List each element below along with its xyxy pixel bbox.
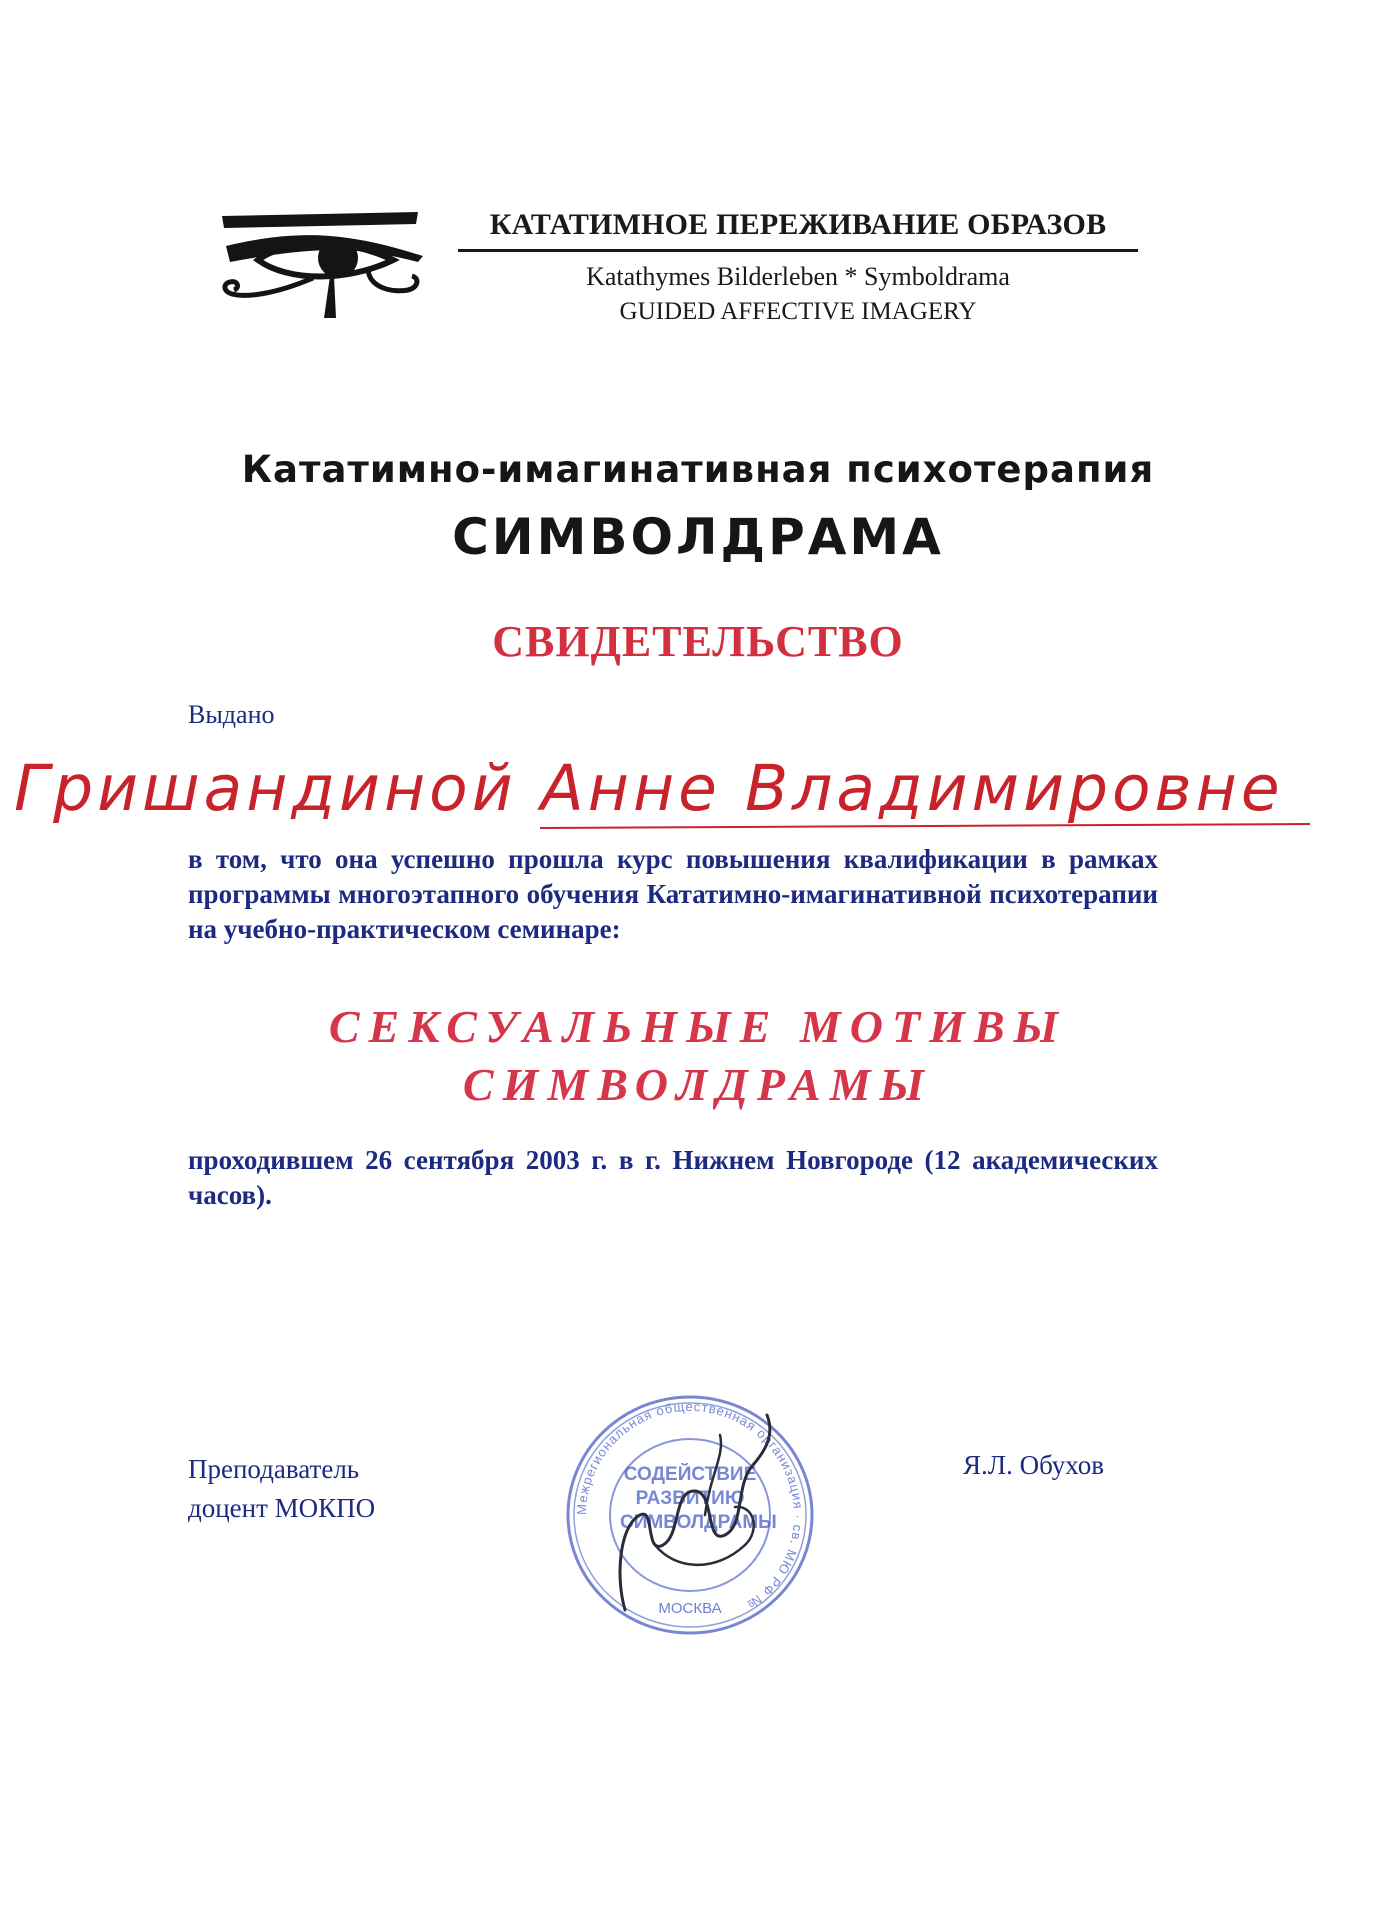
seminar-title-line-2: СИМВОЛДРАМЫ [462,1059,934,1110]
teacher-name: Я.Л. Обухов [963,1450,1104,1480]
certificate-heading: СВИДЕТЕЛЬСТВО [492,617,904,666]
issued-to-label: Выдано [188,700,275,729]
teacher-role [188,1450,375,1528]
certificate-body-text: в том, что она успешно прошла курс повышения квалификации в рамках программы многоэтапного обучения Кататимно-имагинативной психотерапии на учебно-практическом семинаре: [188,844,1158,944]
header-divider [458,249,1138,252]
seminar-title [120,998,1276,1114]
header-subtitle-english: GUIDED AFFECTIVE IMAGERY [619,298,977,325]
program-name: СИМВОЛДРАМА [452,508,944,566]
eye-of-horus-icon [218,198,428,323]
seminar-title-line-1: СЕКСУАЛЬНЫЕ МОТИВЫ [328,1001,1068,1052]
recipient-name: Гришандиной Анне Владимировне [14,752,1284,825]
stamp-outer-text: Межрегиональная общественная организация · св. МЮ РФ № [573,1398,807,1613]
handwritten-signature-icon [585,1395,805,1625]
program-title: Кататимно-имагинативная психотерапия [241,448,1155,491]
header-title: КАТАТИМНОЕ ПЕРЕЖИВАНИЕ ОБРАЗОВ [489,208,1107,241]
teacher-role-line-1: Преподаватель [188,1454,360,1484]
header-subtitle-german: Katathymes Bilderleben * Symboldrama [586,262,1010,291]
stamp-city: МОСКВА [658,1600,722,1617]
teacher-role-line-2: доцент МОКПО [188,1493,376,1523]
stamp-center-text: СОДЕЙСТВИЕ РАЗВИТИЮ СИМВОЛДРАМЫ [620,1464,777,1533]
seminar-place-date: проходившем 26 сентября 2003 г. в г. Нижнем Новгороде (12 академических часов). [188,1145,1158,1210]
